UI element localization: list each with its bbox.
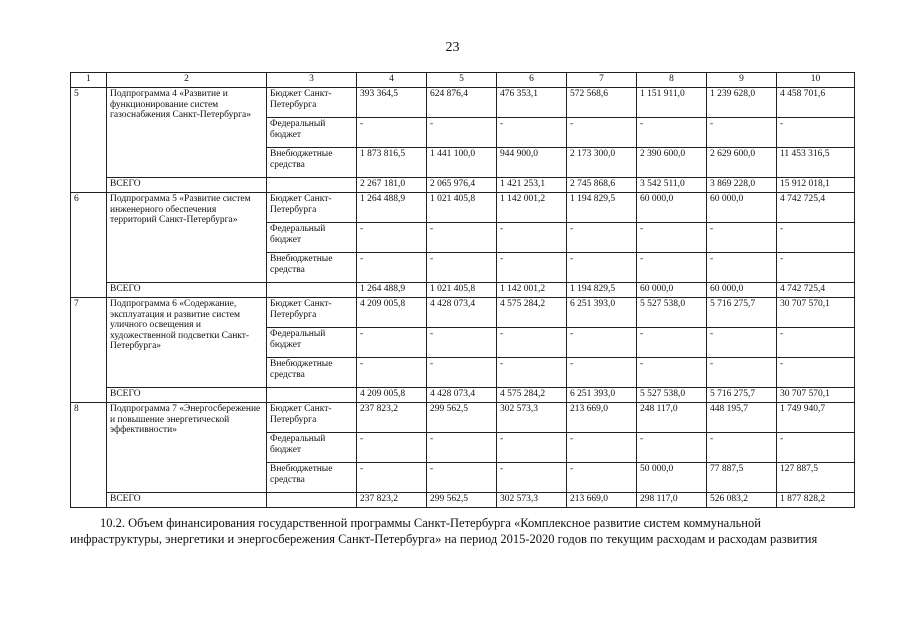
value-cell: 1 021 405,8: [427, 193, 497, 223]
value-cell: -: [567, 223, 637, 253]
total-value-cell: 15 912 018,1: [777, 178, 855, 193]
value-cell: -: [637, 433, 707, 463]
value-cell: -: [707, 118, 777, 148]
column-header: 9: [707, 73, 777, 88]
value-cell: 4 458 701,6: [777, 88, 855, 118]
value-cell: -: [567, 358, 637, 388]
total-value-cell: 2 267 181,0: [357, 178, 427, 193]
value-cell: 5 527 538,0: [637, 298, 707, 328]
value-cell: 248 117,0: [637, 403, 707, 433]
value-cell: 4 742 725,4: [777, 193, 855, 223]
value-cell: -: [357, 433, 427, 463]
value-cell: -: [637, 253, 707, 283]
value-cell: 624 876,4: [427, 88, 497, 118]
total-value-cell: 5 527 538,0: [637, 388, 707, 403]
value-cell: -: [707, 223, 777, 253]
total-value-cell: 302 573,3: [497, 493, 567, 508]
value-cell: -: [777, 118, 855, 148]
value-cell: -: [567, 118, 637, 148]
value-cell: -: [777, 358, 855, 388]
note-line-2: инфраструктуры, энергетики и энергосбережения Санкт-Петербурга» на период 2015-2020 годов по текущим расходам и расходам развития: [70, 532, 818, 546]
total-label: ВСЕГО: [107, 283, 267, 298]
value-cell: 2 390 600,0: [637, 148, 707, 178]
subprogram-name: Подпрограмма 6 «Содержание, эксплуатация и развитие систем уличного освещения и художественной подсветки Санкт-Петербурга»: [107, 298, 267, 388]
total-value-cell: 2 065 976,4: [427, 178, 497, 193]
value-cell: 1 151 911,0: [637, 88, 707, 118]
column-header: 1: [71, 73, 107, 88]
total-value-cell: 1 142 001,2: [497, 283, 567, 298]
value-cell: -: [357, 358, 427, 388]
value-cell: 1 873 816,5: [357, 148, 427, 178]
value-cell: -: [427, 223, 497, 253]
total-value-cell: 526 083,2: [707, 493, 777, 508]
funding-source: Внебюджетные средства: [267, 148, 357, 178]
column-header: 7: [567, 73, 637, 88]
value-cell: -: [357, 118, 427, 148]
row-number: 7: [71, 298, 107, 403]
total-source-empty: [267, 178, 357, 193]
table-row: [71, 193, 855, 223]
value-cell: -: [427, 118, 497, 148]
column-header: 5: [427, 73, 497, 88]
funding-source: Бюджет Санкт-Петербурга: [267, 298, 357, 328]
value-cell: 30 707 570,1: [777, 298, 855, 328]
value-cell: -: [497, 463, 567, 493]
value-cell: -: [497, 253, 567, 283]
funding-source: Федеральный бюджет: [267, 223, 357, 253]
value-cell: -: [637, 358, 707, 388]
value-cell: -: [427, 253, 497, 283]
value-cell: 11 453 316,5: [777, 148, 855, 178]
total-label: ВСЕГО: [107, 388, 267, 403]
total-value-cell: 60 000,0: [707, 283, 777, 298]
subprogram-name: Подпрограмма 4 «Развитие и функционирование систем газоснабжения Санкт-Петербурга»: [107, 88, 267, 178]
total-value-cell: 1 877 828,2: [777, 493, 855, 508]
column-header: 6: [497, 73, 567, 88]
total-value-cell: 6 251 393,0: [567, 388, 637, 403]
note-line-1: 10.2. Объем финансирования государственной программы Санкт-Петербурга «Комплексное развитие систем коммунальной: [100, 516, 761, 530]
value-cell: -: [567, 463, 637, 493]
total-label: ВСЕГО: [107, 493, 267, 508]
column-header: 2: [107, 73, 267, 88]
value-cell: 4 209 005,8: [357, 298, 427, 328]
total-value-cell: 60 000,0: [637, 283, 707, 298]
value-cell: 1 142 001,2: [497, 193, 567, 223]
total-value-cell: 1 021 405,8: [427, 283, 497, 298]
value-cell: -: [497, 328, 567, 358]
total-row: [71, 388, 855, 403]
funding-source: Федеральный бюджет: [267, 118, 357, 148]
total-value-cell: 298 117,0: [637, 493, 707, 508]
value-cell: -: [567, 433, 637, 463]
value-cell: -: [427, 433, 497, 463]
value-cell: 77 887,5: [707, 463, 777, 493]
funding-source: Внебюджетные средства: [267, 358, 357, 388]
column-header: 8: [637, 73, 707, 88]
total-value-cell: 4 428 073,4: [427, 388, 497, 403]
subprogram-name: Подпрограмма 5 «Развитие систем инженерного обеспечения территорий Санкт-Петербурга»: [107, 193, 267, 283]
value-cell: -: [357, 253, 427, 283]
value-cell: 50 000,0: [637, 463, 707, 493]
column-header: 10: [777, 73, 855, 88]
total-value-cell: 1 194 829,5: [567, 283, 637, 298]
value-cell: -: [567, 253, 637, 283]
total-row: [71, 493, 855, 508]
value-cell: -: [777, 433, 855, 463]
value-cell: 60 000,0: [637, 193, 707, 223]
value-cell: 944 900,0: [497, 148, 567, 178]
total-value-cell: 299 562,5: [427, 493, 497, 508]
total-label: ВСЕГО: [107, 178, 267, 193]
value-cell: 60 000,0: [707, 193, 777, 223]
funding-source: Федеральный бюджет: [267, 328, 357, 358]
value-cell: -: [707, 253, 777, 283]
value-cell: 1 749 940,7: [777, 403, 855, 433]
total-value-cell: 2 745 868,6: [567, 178, 637, 193]
total-value-cell: 3 542 511,0: [637, 178, 707, 193]
value-cell: 2 629 600,0: [707, 148, 777, 178]
value-cell: -: [567, 328, 637, 358]
value-cell: 1 441 100,0: [427, 148, 497, 178]
subprogram-name: Подпрограмма 7 «Энергосбережение и повышение энергетической эффективности»: [107, 403, 267, 493]
value-cell: 4 575 284,2: [497, 298, 567, 328]
funding-source: Бюджет Санкт-Петербурга: [267, 193, 357, 223]
total-value-cell: 237 823,2: [357, 493, 427, 508]
value-cell: 237 823,2: [357, 403, 427, 433]
total-source-empty: [267, 388, 357, 403]
value-cell: -: [357, 223, 427, 253]
row-number: 8: [71, 403, 107, 508]
value-cell: -: [357, 463, 427, 493]
total-value-cell: 4 209 005,8: [357, 388, 427, 403]
total-value-cell: 213 669,0: [567, 493, 637, 508]
column-header: 4: [357, 73, 427, 88]
funding-source: Федеральный бюджет: [267, 433, 357, 463]
value-cell: -: [637, 328, 707, 358]
value-cell: 299 562,5: [427, 403, 497, 433]
row-number: 5: [71, 88, 107, 193]
value-cell: -: [707, 433, 777, 463]
value-cell: -: [637, 223, 707, 253]
value-cell: -: [707, 358, 777, 388]
total-value-cell: 4 742 725,4: [777, 283, 855, 298]
total-source-empty: [267, 283, 357, 298]
value-cell: -: [427, 358, 497, 388]
table-row: [71, 88, 855, 118]
financing-table: [70, 72, 855, 508]
total-value-cell: 5 716 275,7: [707, 388, 777, 403]
value-cell: 1 264 488,9: [357, 193, 427, 223]
total-source-empty: [267, 493, 357, 508]
value-cell: -: [497, 433, 567, 463]
value-cell: 6 251 393,0: [567, 298, 637, 328]
total-row: [71, 178, 855, 193]
value-cell: -: [707, 328, 777, 358]
value-cell: 4 428 073,4: [427, 298, 497, 328]
value-cell: -: [777, 253, 855, 283]
total-row: [71, 283, 855, 298]
funding-source: Внебюджетные средства: [267, 463, 357, 493]
value-cell: 476 353,1: [497, 88, 567, 118]
value-cell: -: [427, 328, 497, 358]
total-value-cell: 30 707 570,1: [777, 388, 855, 403]
value-cell: -: [777, 223, 855, 253]
value-cell: 572 568,6: [567, 88, 637, 118]
value-cell: 448 195,7: [707, 403, 777, 433]
total-value-cell: 1 264 488,9: [357, 283, 427, 298]
value-cell: -: [637, 118, 707, 148]
value-cell: -: [427, 463, 497, 493]
value-cell: 302 573,3: [497, 403, 567, 433]
table-row: [71, 298, 855, 328]
value-cell: 127 887,5: [777, 463, 855, 493]
funding-source: Бюджет Санкт-Петербурга: [267, 88, 357, 118]
row-number: 6: [71, 193, 107, 298]
value-cell: -: [497, 358, 567, 388]
value-cell: 1 239 628,0: [707, 88, 777, 118]
value-cell: -: [777, 328, 855, 358]
funding-source: Внебюджетные средства: [267, 253, 357, 283]
value-cell: 213 669,0: [567, 403, 637, 433]
column-header: 3: [267, 73, 357, 88]
header-row: [71, 73, 855, 88]
funding-source: Бюджет Санкт-Петербурга: [267, 403, 357, 433]
value-cell: -: [497, 118, 567, 148]
section-note: [70, 515, 860, 547]
value-cell: 5 716 275,7: [707, 298, 777, 328]
value-cell: 2 173 300,0: [567, 148, 637, 178]
value-cell: -: [497, 223, 567, 253]
total-value-cell: 4 575 284,2: [497, 388, 567, 403]
table-row: [71, 403, 855, 433]
value-cell: 393 364,5: [357, 88, 427, 118]
total-value-cell: 3 869 228,0: [707, 178, 777, 193]
value-cell: -: [357, 328, 427, 358]
value-cell: 1 194 829,5: [567, 193, 637, 223]
page-number: 23: [445, 40, 460, 55]
total-value-cell: 1 421 253,1: [497, 178, 567, 193]
